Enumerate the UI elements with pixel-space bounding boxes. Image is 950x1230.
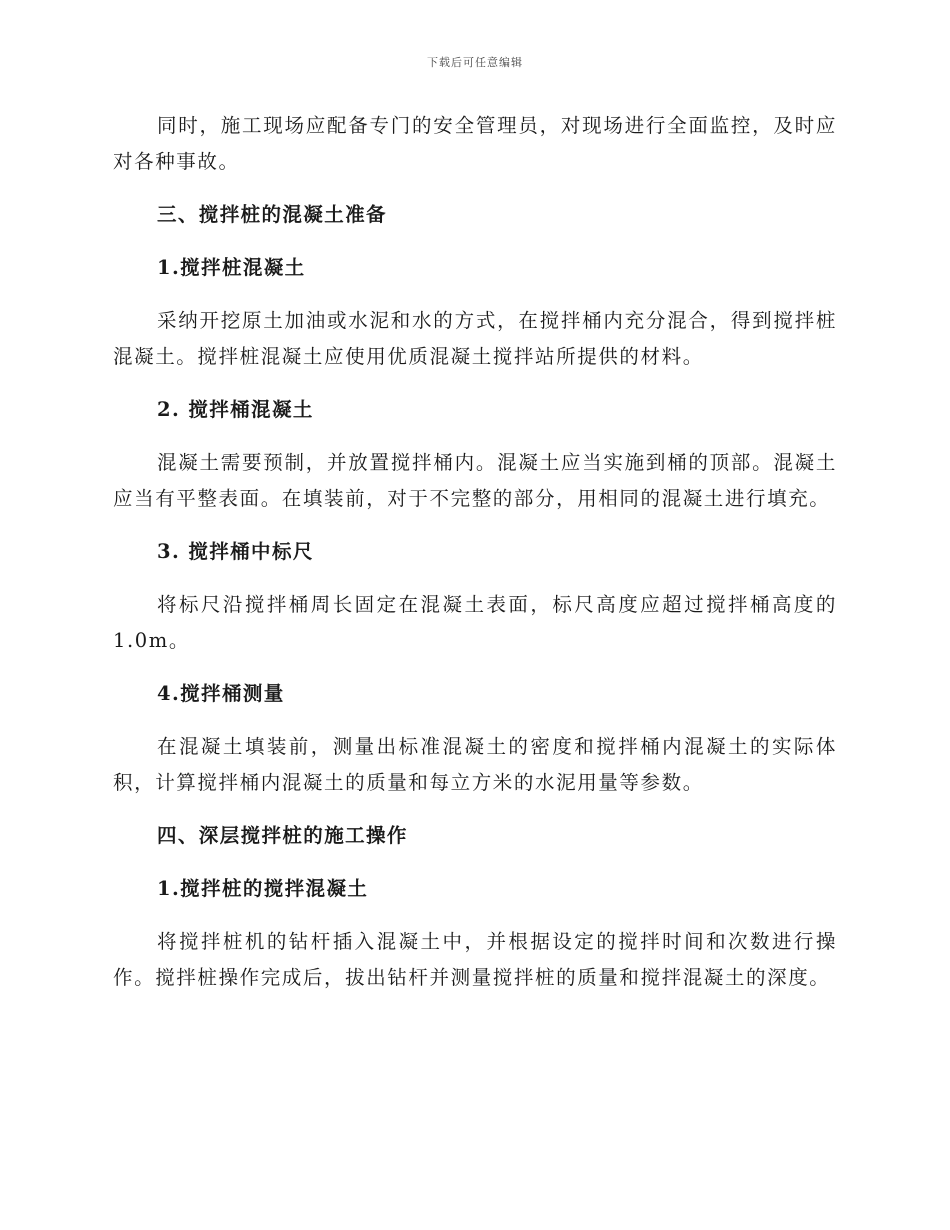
paragraph-3-4: 在混凝土填装前，测量出标准混凝土的密度和搅拌桶内混凝土的实际体积，计算搅拌桶内混凝土的质量和每立方米的水泥用量等参数。 (113, 735, 837, 794)
paragraph-3-3: 将标尺沿搅拌桶周长固定在混凝土表面，标尺高度应超过搅拌桶高度的1.0m。 (113, 593, 837, 652)
subheading-3-1: 1.搅拌桩混凝土 (157, 256, 306, 279)
paragraph-3-1: 采纳开挖原土加油或水泥和水的方式，在搅拌桶内充分混合，得到搅拌桩混凝土。搅拌桩混凝土应使用优质混凝土搅拌站所提供的材料。 (113, 309, 837, 368)
subheading-3-2: 2. 搅拌桶混凝土 (157, 398, 314, 421)
subheading-3-4: 4.搅拌桶测量 (157, 682, 285, 705)
section-heading-3: 三、搅拌桩的混凝土准备 (157, 203, 387, 226)
section-heading-4: 四、深层搅拌桩的施工操作 (157, 824, 408, 847)
page-header-note: 下载后可任意编辑 (427, 56, 523, 69)
subheading-3-3: 3. 搅拌桶中标尺 (157, 540, 314, 563)
paragraph-safety-manager: 同时，施工现场应配备专门的安全管理员，对现场进行全面监控，及时应对各种事故。 (113, 114, 837, 173)
paragraph-4-1: 将搅拌桩机的钻杆插入混凝土中，并根据设定的搅拌时间和次数进行操作。搅拌桩操作完成后，拔出钻杆并测量搅拌桩的质量和搅拌混凝土的深度。 (113, 930, 837, 989)
document-body (113, 108, 837, 1013)
paragraph-3-2: 混凝土需要预制，并放置搅拌桶内。混凝土应当实施到桶的顶部。混凝土应当有平整表面。在填装前，对于不完整的部分，用相同的混凝土进行填充。 (113, 451, 837, 510)
subheading-4-1: 1.搅拌桩的搅拌混凝土 (157, 877, 369, 900)
